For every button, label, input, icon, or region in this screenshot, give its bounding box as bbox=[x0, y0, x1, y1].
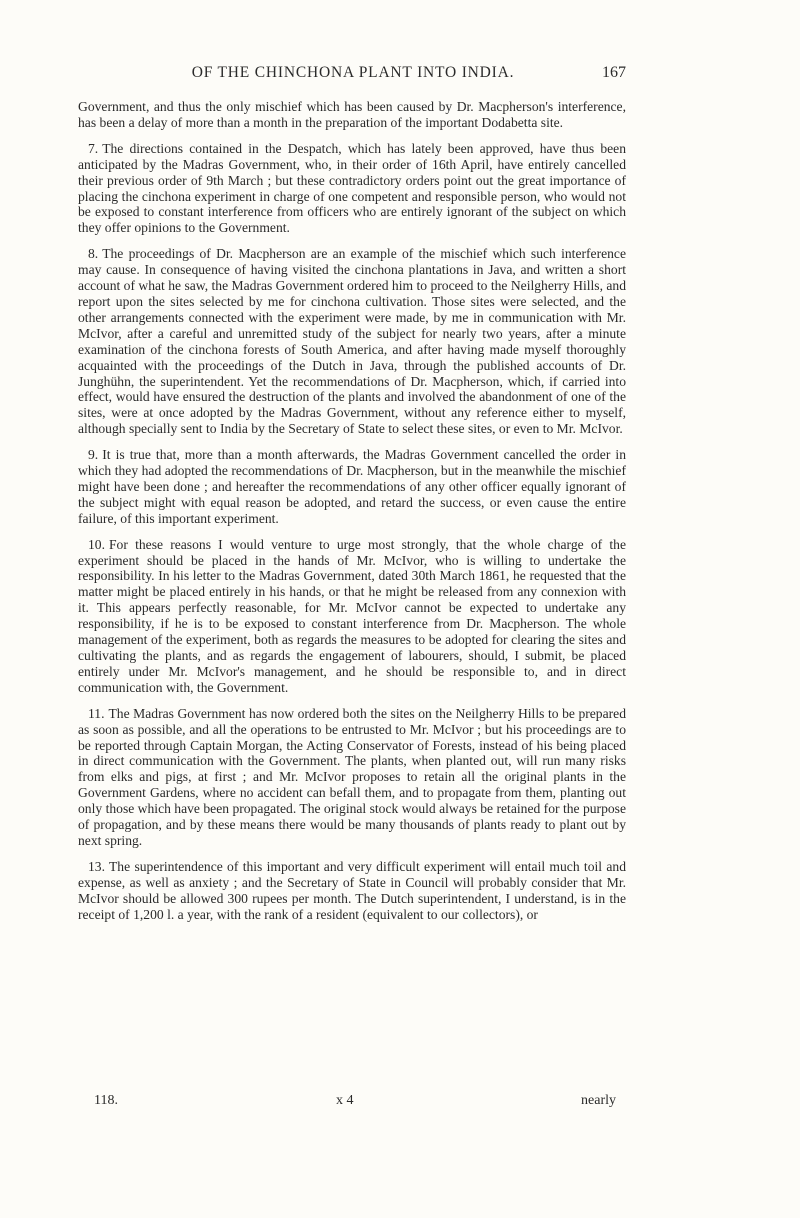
signature-mark: 118. bbox=[94, 1093, 118, 1108]
paragraph-number: 7. bbox=[88, 140, 99, 156]
paragraph-text: Government, and thus the only mischief which has been caused by Dr. Macpherson's interference, has been a delay of more than a month in the preparation of the important Dodabetta site. bbox=[78, 99, 626, 130]
paragraph-continuation bbox=[78, 99, 626, 131]
paragraph-text: The directions contained in the Despatch, which has lately been approved, have thus been anticipated by the Madras Government, who, in their order of 16th April, have entirely cancelled their previous order of 9th March ; but these contradictory orders point out the great importance of placing the cinchona experiment in charge of one competent and responsible person, who would not be exposed to constant interference from officers who are entirely ignorant of the subject on which they offer opinions to the Government. bbox=[78, 140, 626, 236]
paragraph-7 bbox=[78, 141, 626, 236]
paragraph-13 bbox=[78, 859, 626, 923]
catchword: nearly bbox=[581, 1093, 616, 1108]
paragraph-text: The Madras Government has now ordered both the sites on the Neilgherry Hills to be prepared as soon as possible, and all the operations to be entrusted to Mr. McIvor ; but his proceedings are to be reported through Captain Morgan, the Acting Conservator of Forests, instead of his being placed in direct communication with the Government. The plants, when planted out, will run many risks from elks and pigs, at first ; and Mr. McIvor proposes to retain all the original plants in the Government Gardens, where no accident can befall them, and to propagate from them, planting out only those which have been propagated. The original stock would always be retained for the purpose of propagation, and by these means there would be many thousands of plants ready to plant out by next spring. bbox=[78, 705, 626, 848]
paragraph-number: 8. bbox=[88, 246, 99, 262]
paragraph-number: 9. bbox=[88, 447, 99, 463]
paragraph-10 bbox=[78, 537, 626, 696]
paragraph-text: For these reasons I would venture to urge most strongly, that the whole charge of the experiment should be placed in the hands of Mr. McIvor, who is willing to undertake the responsibility. In his letter to the Madras Government, dated 30th March 1861, he requested that the matter might be placed entirely in his hands, or that he might be released from any connexion with it. This appears perfectly reasonable, for Mr. McIvor cannot be expected to undertake any responsibility, if he is to be exposed to constant interference from Dr. Macpherson. The whole management of the experiment, both as regards the measures to be adopted for clearing the sites and cultivating the plants, and as regards the engagement of labourers, should, I submit, be placed entirely under Mr. McIvor's management, and he should be responsible to, and in direct communication with, the Government. bbox=[78, 536, 626, 695]
body-text bbox=[78, 99, 626, 933]
paragraph-text: The proceedings of Dr. Macpherson are an example of the mischief which such interference may cause. In consequence of having visited the cinchona plantations in Java, and written a short account of what he saw, the Madras Government ordered him to proceed to the Neilgherry Hills, and report upon the sites selected by me for cinchona cultivation. Those sites were selected, and the other arrangements connected with the experiment were made, by me in communication with Mr. McIvor, after a careful and unremitted study of the subject for nearly two years, after a minute examination of the cinchona forests of South America, and after having made myself thoroughly acquainted with the proceedings of the Dutch in Java, through the published accounts of Dr. Junghühn, the superintendent. Yet the recommendations of Dr. Macpherson, which, if carried into effect, would have ensured the destruction of the plants and involved the abandonment of one of the sites, were at once adopted by the Madras Government, without any reference either to myself, although specially sent to India by the Secretary of State to select these sites, or even to Mr. McIvor. bbox=[78, 246, 626, 437]
paragraph-11 bbox=[78, 706, 626, 849]
sheet-mark: x 4 bbox=[336, 1093, 354, 1108]
paragraph-8 bbox=[78, 246, 626, 437]
paragraph-9 bbox=[78, 447, 626, 527]
running-title: OF THE CHINCHONA PLANT INTO INDIA. bbox=[191, 64, 515, 81]
paragraph-number: 11. bbox=[88, 705, 105, 721]
paragraph-number: 10. bbox=[88, 536, 105, 552]
page-number: 167 bbox=[602, 64, 626, 81]
paragraph-text: It is true that, more than a month afterwards, the Madras Government cancelled the order in which they had adopted the recommendations of Dr. Macpherson, but in the meanwhile the mischief might have been done ; and hereafter the recommendations of any other officer equally ignorant of the subject might with equal reason be adopted, and retard the success, or even cause the entire failure, of this important experiment. bbox=[78, 447, 626, 526]
paragraph-text: The superintendence of this important and very difficult experiment will entail much toil and expense, as well as anxiety ; and the Secretary of State in Council will probably consider that Mr. McIvor should be allowed 300 rupees per month. The Dutch superintendent, I understand, is in the receipt of 1,200 l. a year, with the rank of a resident (equivalent to our collectors), or bbox=[78, 858, 626, 922]
paragraph-number: 13. bbox=[88, 858, 105, 874]
